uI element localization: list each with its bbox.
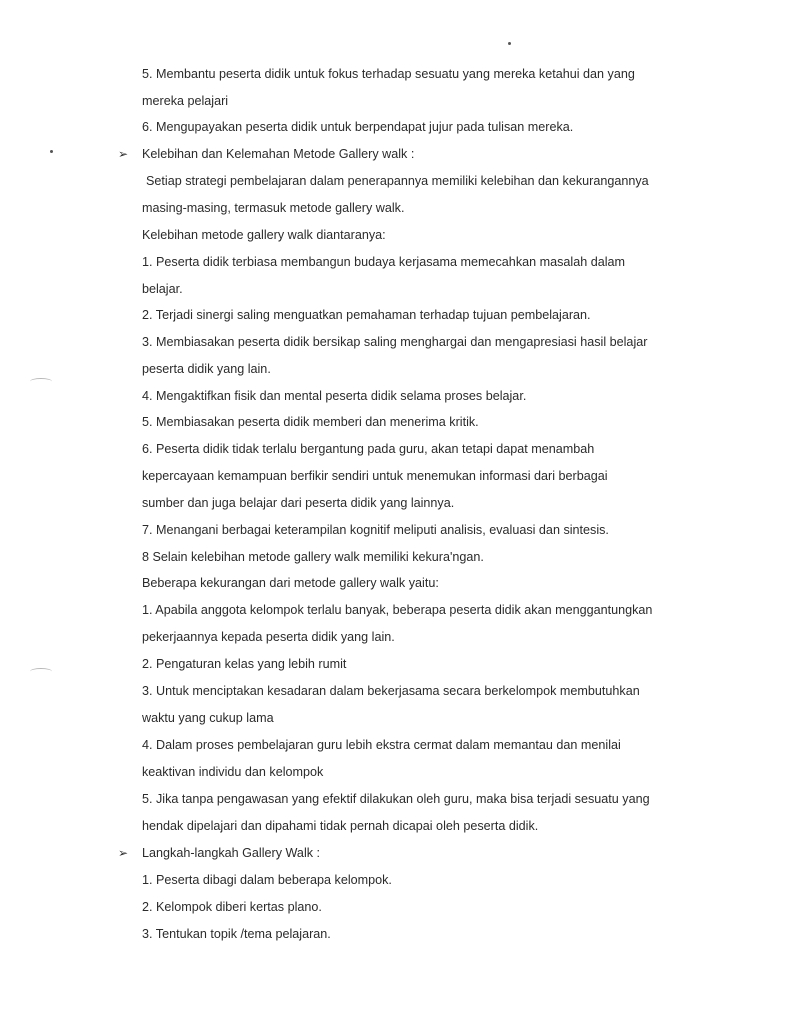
scan-mark [30, 668, 52, 675]
text-line: 1. Peserta didik terbiasa membangun budaya kerjasama memecahkan masalah dalam [142, 255, 626, 269]
text-line: 6. Peserta didik tidak terlalu bergantung pada guru, akan tetapi dapat menambah [142, 442, 595, 456]
text-line: 4. Dalam proses pembelajaran guru lebih ekstra cermat dalam memantau dan menilai [142, 738, 621, 752]
text-line: 3. Tentukan topik /tema pelajaran. [142, 927, 331, 941]
text-line: Beberapa kekurangan dari metode gallery walk yaitu: [142, 576, 439, 590]
text-line: 4. Mengaktifkan fisik dan mental peserta didik selama proses belajar. [142, 389, 527, 403]
text-line: hendak dipelajari dan dipahami tidak pernah dicapai oleh peserta didik. [142, 819, 539, 833]
text-line: pekerjaannya kepada peserta didik yang lain. [142, 630, 395, 644]
scan-mark [30, 378, 52, 385]
text-line: Kelebihan metode gallery walk diantaranya: [142, 228, 386, 242]
section-heading [118, 845, 320, 861]
text-line: 3. Untuk menciptakan kesadaran dalam bekerjasama secara berkelompok membutuhkan [142, 684, 640, 698]
arrow-bullet-icon: ➢ [118, 147, 129, 161]
text-line: 6. Mengupayakan peserta didik untuk berpendapat jujur pada tulisan mereka. [142, 120, 574, 134]
text-line: 2. Pengaturan kelas yang lebih rumit [142, 657, 347, 671]
text-line: masing-masing, termasuk metode gallery walk. [142, 201, 405, 215]
text-line: keaktivan individu dan kelompok [142, 765, 324, 779]
text-line: peserta didik yang lain. [142, 362, 271, 376]
text-line: Setiap strategi pembelajaran dalam penerapannya memiliki kelebihan dan kekurangannya [146, 174, 649, 188]
text-line: 2. Terjadi sinergi saling menguatkan pemahaman terhadap tujuan pembelajaran. [142, 308, 591, 322]
text-line: 5. Membiasakan peserta didik memberi dan menerima kritik. [142, 415, 479, 429]
text-line: 2. Kelompok diberi kertas plano. [142, 900, 322, 914]
section-heading [118, 146, 414, 162]
arrow-bullet-icon: ➢ [118, 846, 129, 860]
text-line: 8 Selain kelebihan metode gallery walk memiliki kekura'ngan. [142, 550, 484, 564]
text-line: waktu yang cukup lama [142, 711, 274, 725]
text-line: sumber dan juga belajar dari peserta didik yang lainnya. [142, 496, 455, 510]
scan-speck [50, 150, 53, 153]
section-heading-text: Langkah-langkah Gallery Walk : [142, 846, 321, 860]
text-line: 5. Membantu peserta didik untuk fokus terhadap sesuatu yang mereka ketahui dan yang [142, 67, 635, 81]
text-line: belajar. [142, 282, 183, 296]
text-line: kepercayaan kemampuan berfikir sendiri untuk menemukan informasi dari berbagai [142, 469, 608, 483]
text-line: 1. Apabila anggota kelompok terlalu banyak, beberapa peserta didik akan menggantungkan [142, 603, 653, 617]
text-line: 5. Jika tanpa pengawasan yang efektif dilakukan oleh guru, maka bisa terjadi sesuatu yang [142, 792, 650, 806]
text-line: 3. Membiasakan peserta didik bersikap saling menghargai dan mengapresiasi hasil belajar [142, 335, 648, 349]
text-line: mereka pelajari [142, 94, 229, 108]
text-line: 7. Menangani berbagai keterampilan kognitif meliputi analisis, evaluasi dan sintesis. [142, 523, 609, 537]
text-line: 1. Peserta dibagi dalam beberapa kelompok. [142, 873, 392, 887]
section-heading-text: Kelebihan dan Kelemahan Metode Gallery walk : [142, 147, 415, 161]
scan-speck [508, 42, 511, 45]
